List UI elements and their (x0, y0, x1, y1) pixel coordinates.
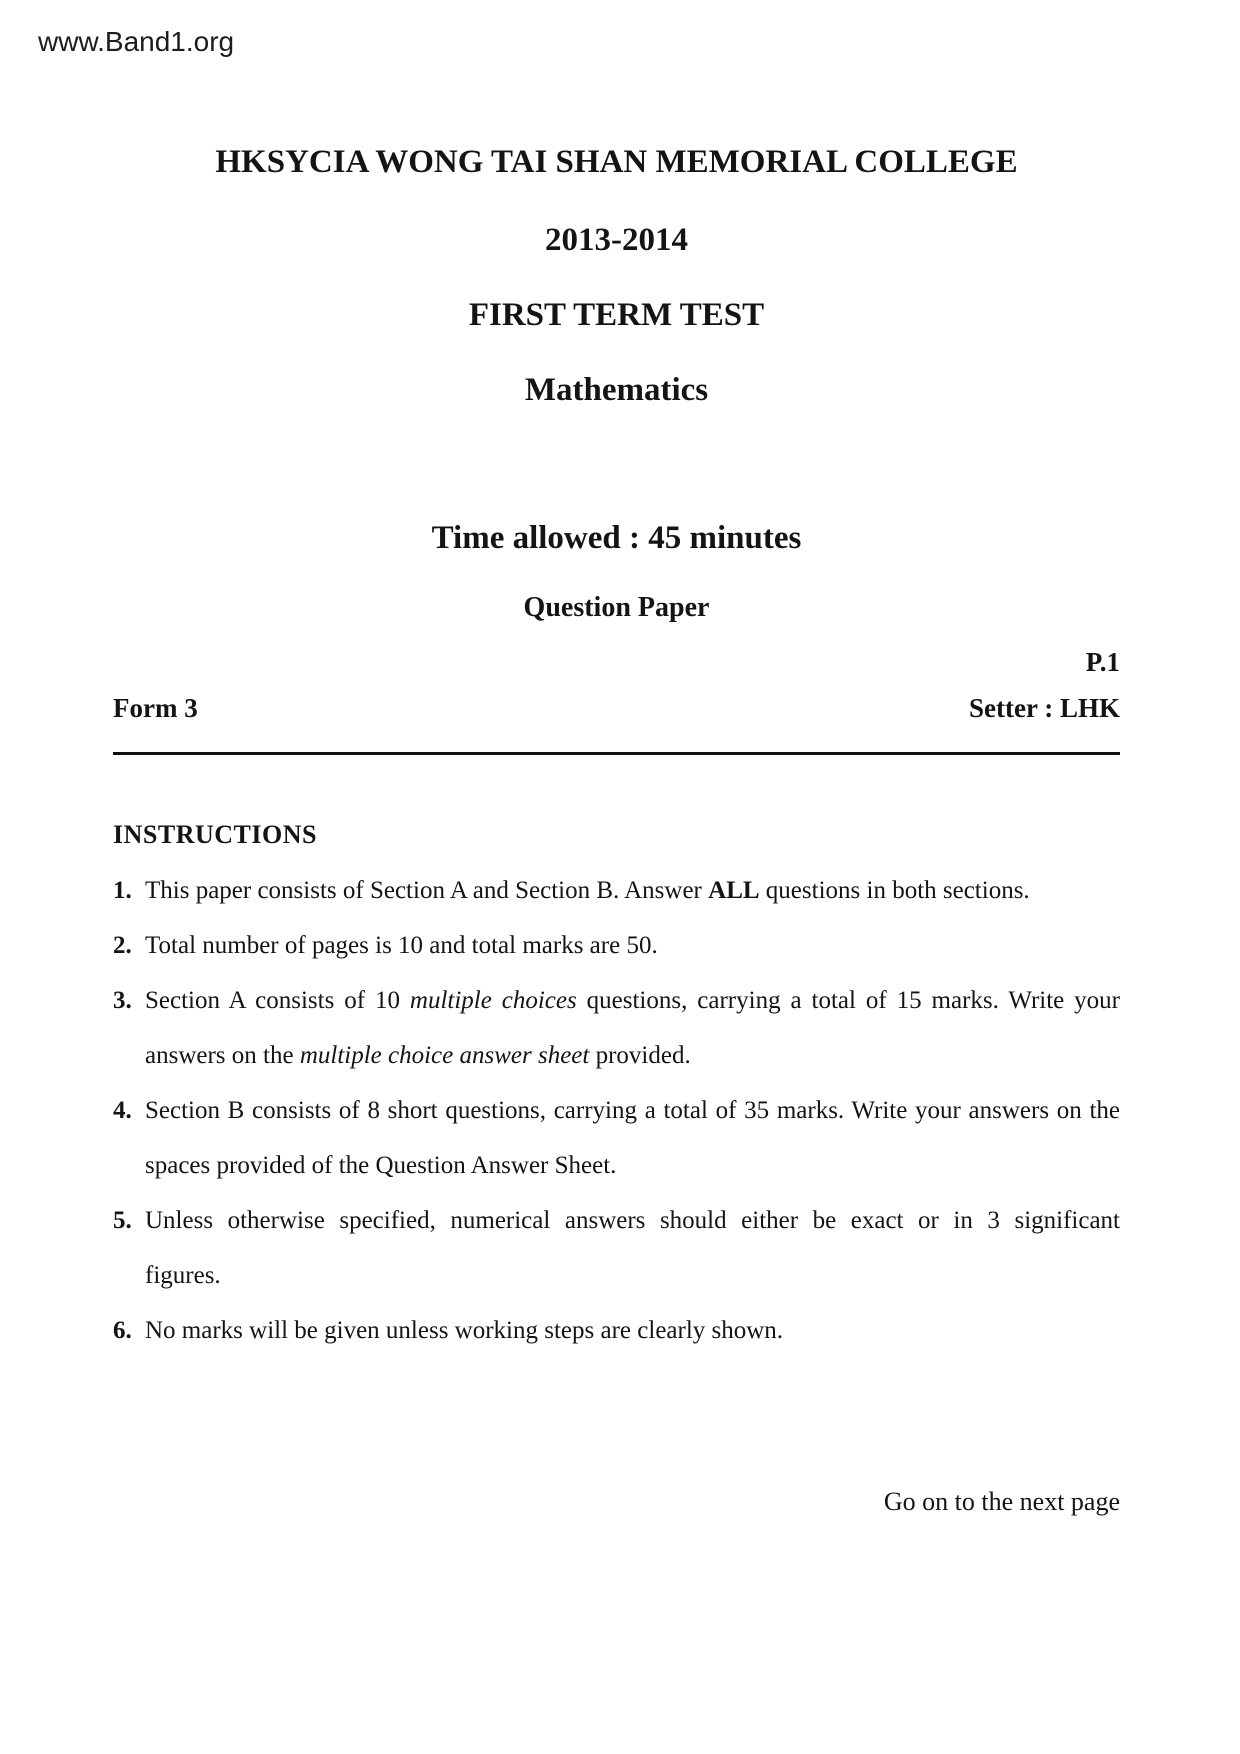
form-setter-row (113, 692, 1120, 725)
instruction-item-5 (113, 1193, 1120, 1303)
instruction-item-1 (113, 863, 1120, 918)
school-name: HKSYCIA WONG TAI SHAN MEMORIAL COLLEGE (215, 144, 1018, 180)
instruction-line (145, 973, 1120, 1028)
instruction-text-segment: spaces provided of the Question Answer Sheet. (145, 1152, 617, 1179)
instruction-line (145, 1028, 1120, 1083)
instructions-list (113, 863, 1120, 1358)
instruction-number: 5. (113, 1207, 132, 1234)
instruction-item-2 (113, 918, 1120, 973)
instruction-line (145, 918, 1120, 973)
instruction-line (145, 1138, 1120, 1193)
instruction-item-3 (113, 973, 1120, 1083)
instruction-number: 2. (113, 932, 132, 959)
header-divider (113, 752, 1120, 755)
subject-title: Mathematics (524, 372, 709, 408)
instruction-text-segment: questions, carrying a total of 15 marks. Write your (576, 987, 1120, 1014)
exam-title: FIRST TERM TEST (468, 297, 765, 333)
instruction-text-segment: provided. (589, 1042, 691, 1069)
instruction-number: 3. (113, 987, 132, 1014)
italic-phrase: multiple choice answer sheet (299, 1042, 590, 1069)
instruction-number: 4. (113, 1097, 132, 1124)
instruction-text-segment: Unless otherwise specified, numerical answers should either be exact or in 3 significant (145, 1207, 1120, 1234)
page-number: P.1 (1085, 647, 1120, 677)
instructions-heading: INSTRUCTIONS (113, 820, 317, 849)
watermark-text: www.Band1.org (38, 26, 235, 57)
instruction-text-segment: Total number of pages is 10 and total marks are 50. (145, 932, 658, 959)
instruction-item-4 (113, 1083, 1120, 1193)
setter-label: Setter : LHK (969, 693, 1120, 723)
footer-note: Go on to the next page (883, 1487, 1120, 1516)
form-label: Form 3 (113, 693, 198, 723)
instruction-line (145, 1083, 1120, 1138)
instruction-text-segment: No marks will be given unless working steps are clearly shown. (145, 1317, 784, 1344)
academic-year: 2013-2014 (545, 222, 688, 258)
instruction-text-segment: figures. (145, 1262, 221, 1289)
instruction-number: 6. (113, 1317, 132, 1344)
instruction-text-segment: Section A consists of 10 (145, 987, 410, 1014)
instruction-line (145, 1248, 1120, 1303)
page-content (0, 142, 1240, 1518)
instruction-line (145, 1303, 1120, 1358)
instruction-text-segment: This paper consists of Section A and Section B. Answer (145, 877, 709, 904)
paper-type-label: Question Paper (523, 592, 710, 623)
time-allowed: Time allowed : 45 minutes (431, 520, 802, 556)
bold-phrase: ALL (708, 877, 760, 904)
instruction-line (145, 863, 1120, 918)
instruction-number: 1. (113, 877, 132, 904)
italic-phrase: multiple choices (409, 987, 577, 1014)
instruction-text-segment: answers on the (145, 1042, 300, 1069)
instruction-text-segment: questions in both sections. (759, 877, 1030, 904)
instruction-text-segment: Section B consists of 8 short questions, carrying a total of 35 marks. Write your answers on the (145, 1097, 1120, 1124)
instruction-line (145, 1193, 1120, 1248)
instruction-item-6 (113, 1303, 1120, 1358)
